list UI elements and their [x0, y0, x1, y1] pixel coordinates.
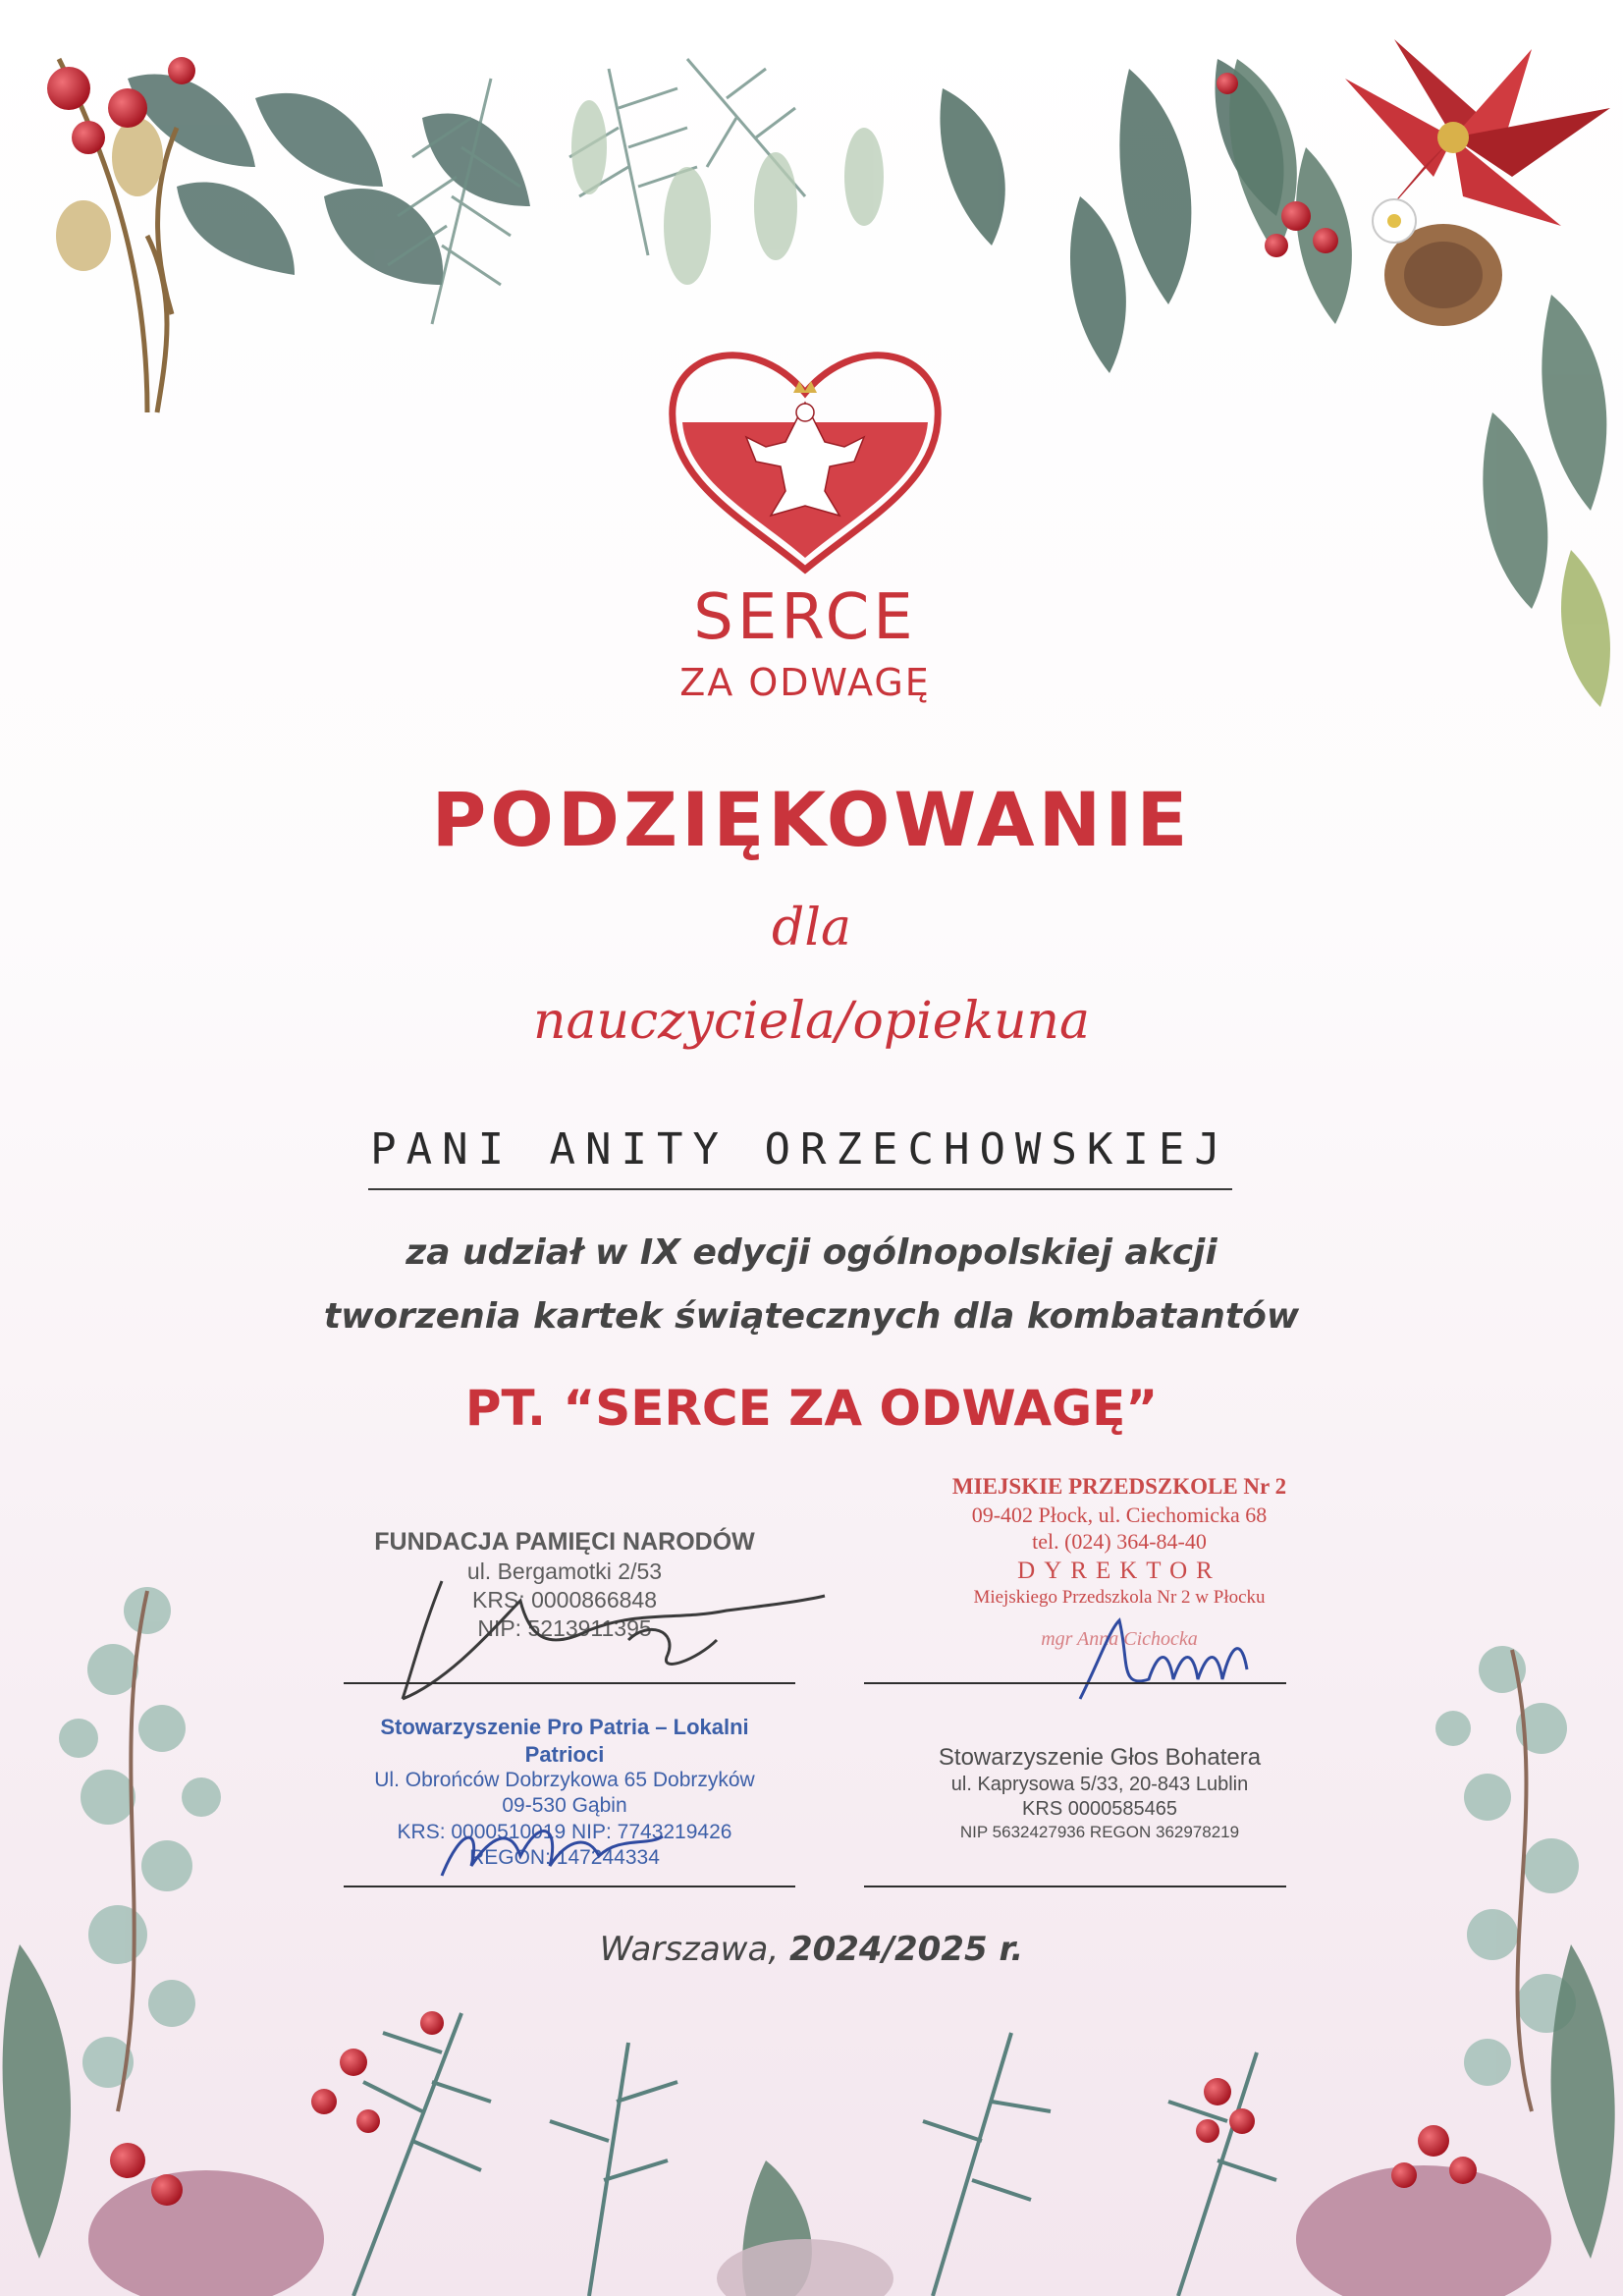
recipient-name: PANI ANITY ORZECHOWSKIEJ: [370, 1124, 1230, 1175]
stamp-fpn-krs: KRS: 0000866848: [472, 1587, 657, 1613]
top-left-holly: [128, 75, 530, 285]
stamp-mp-role: DYREKTOR: [1017, 1557, 1221, 1584]
stamp-gb-krs: KRS 0000585465: [1022, 1798, 1177, 1820]
stamp-mp-address: 09-402 Płock, ul. Ciechomicka 68: [971, 1502, 1268, 1527]
logo-line2: ZA ODWAGĘ: [679, 661, 931, 704]
signature-line-1: [344, 1682, 795, 1684]
stamp-gb-name: Stowarzyszenie Głos Bohatera: [938, 1744, 1262, 1771]
body-line-1: za udział w IX edycji ogólnopolskiej akcji: [406, 1232, 1217, 1273]
top-pine-needles: [388, 59, 805, 324]
poinsettia-flower: [1345, 39, 1610, 226]
top-right-flower: [1373, 199, 1416, 243]
stamp-mp-name: MIEJSKIE PRZEDSZKOLE Nr 2: [951, 1474, 1287, 1499]
logo-line1: SERCE: [693, 581, 917, 654]
stamp-glos-bohatera: [903, 1743, 1296, 1842]
serce-za-odwage-logo: [648, 334, 962, 746]
place: Warszawa,: [599, 1930, 780, 1969]
for-label: dla: [772, 899, 851, 957]
signature-line-4: [864, 1886, 1286, 1887]
bottom-pinecones: [88, 2165, 1551, 2296]
stamp-pp-ids: KRS: 0000510019 NIP: 7743219426: [397, 1820, 732, 1843]
body-line-2: tworzenia kartek świątecznych dla kombatantów: [323, 1296, 1300, 1337]
stamp-mp-phone: tel. (024) 364-84-40: [1032, 1529, 1207, 1555]
signature-fpn: [383, 1561, 835, 1709]
recipient-role: nauczyciela/opiekuna: [532, 992, 1091, 1051]
stamp-pp-city: 09-530 Gąbin: [502, 1794, 627, 1818]
signature-line-2: [864, 1682, 1286, 1684]
stamp-mp-unit: Miejskiego Przedszkola Nr 2 w Płocku: [973, 1587, 1266, 1608]
year: 2024/2025 r.: [788, 1930, 1024, 1969]
signature-pp: [422, 1807, 677, 1895]
stamp-gb-ids: NIP 5632427936 REGON 362978219: [959, 1823, 1240, 1841]
stamp-mp-person: mgr Anna Cichocka: [1041, 1627, 1198, 1650]
signature-mp: [1060, 1601, 1276, 1719]
page-title: PODZIĘKOWANIE: [431, 776, 1192, 863]
action-name: PT. “SERCE ZA ODWAGĘ”: [464, 1380, 1159, 1437]
stamp-gb-address: ul. Kaprysowa 5/33, 20-843 Lublin: [950, 1774, 1249, 1795]
signature-line-3: [344, 1886, 795, 1887]
stamp-fpn-nip: NIP: 5213911395: [477, 1614, 652, 1641]
stamp-fpn-address: ul. Bergamotki 2/53: [466, 1558, 663, 1585]
bottom-left-eucalyptus: [59, 1587, 221, 2088]
stamp-pp-name: Stowarzyszenie Pro Patria – Lokalni Patrioci: [380, 1715, 749, 1767]
place-and-date: [0, 1930, 1623, 1969]
stamp-fpn-name: FUNDACJA PAMIĘCI NARODÓW: [374, 1528, 755, 1556]
stamp-pp-address: Ul. Obrońców Dobrzykowa 65 Dobrzyków: [374, 1769, 755, 1791]
stamp-pp-extra: REGON: 147244334: [469, 1845, 660, 1869]
recipient-underline: [368, 1188, 1232, 1190]
